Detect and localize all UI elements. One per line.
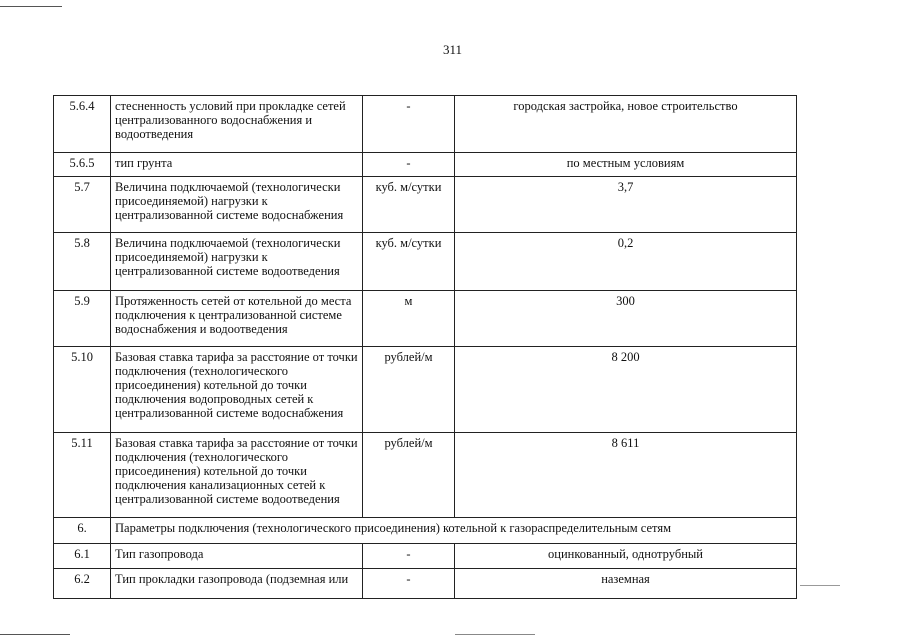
page-number: 311 (442, 42, 463, 57)
unit-cell: - (363, 96, 455, 153)
table-row (54, 233, 797, 291)
value-cell: наземная (455, 569, 797, 599)
parameter-name: Тип газопровода (111, 544, 363, 569)
value-cell: 8 200 (455, 347, 797, 433)
row-number: 6.2 (54, 569, 111, 599)
row-number: 5.9 (54, 291, 111, 347)
parameter-name: стесненность условий при прокладке сетей централизованного водоснабжения и водоотведения (111, 96, 363, 153)
scan-artifact (0, 6, 62, 7)
table-row (54, 96, 797, 153)
scan-artifact (455, 634, 535, 635)
parameter-name: Величина подключаемой (технологически присоединяемой) нагрузки к централизованной системе водоснабжения (111, 177, 363, 233)
value-cell: городская застройка, новое строительство (455, 96, 797, 153)
row-number: 5.8 (54, 233, 111, 291)
scan-artifact (0, 634, 70, 635)
parameter-name: Тип прокладки газопровода (подземная или (111, 569, 363, 599)
unit-cell: рублей/м (363, 433, 455, 518)
unit-cell: куб. м/сутки (363, 177, 455, 233)
unit-cell: м (363, 291, 455, 347)
row-number: 6.1 (54, 544, 111, 569)
value-cell: 0,2 (455, 233, 797, 291)
parameter-name: Величина подключаемой (технологически присоединяемой) нагрузки к централизованной системе водоотведения (111, 233, 363, 291)
row-number: 5.10 (54, 347, 111, 433)
table-row (54, 569, 797, 599)
section-title: Параметры подключения (технологического присоединения) котельной к газораспределительным сетям (111, 518, 797, 544)
scan-artifact (800, 585, 840, 586)
value-cell: 300 (455, 291, 797, 347)
row-number: 6. (54, 518, 111, 544)
table-row (54, 544, 797, 569)
table-row (54, 433, 797, 518)
parameter-name: Базовая ставка тарифа за расстояние от точки подключения (технологического присоединения) котельной до точки подключения водопроводных сетей к централизованной системе водоснабжения (111, 347, 363, 433)
unit-cell: - (363, 153, 455, 177)
row-number: 5.11 (54, 433, 111, 518)
value-cell: по местным условиям (455, 153, 797, 177)
value-cell: 8 611 (455, 433, 797, 518)
row-number: 5.6.5 (54, 153, 111, 177)
unit-cell: - (363, 569, 455, 599)
row-number: 5.7 (54, 177, 111, 233)
specification-table (53, 95, 797, 599)
parameter-name: тип грунта (111, 153, 363, 177)
parameter-name: Базовая ставка тарифа за расстояние от точки подключения (технологического присоединения) котельной до точки подключения канализационных сетей к централизованной системе водоотведения (111, 433, 363, 518)
row-number: 5.6.4 (54, 96, 111, 153)
section-row (54, 518, 797, 544)
table-row (54, 291, 797, 347)
table-row (54, 347, 797, 433)
value-cell: оцинкованный, однотрубный (455, 544, 797, 569)
parameter-name: Протяженность сетей от котельной до места подключения к централизованной системе водоснабжения и водоотведения (111, 291, 363, 347)
unit-cell: рублей/м (363, 347, 455, 433)
table-row (54, 177, 797, 233)
table-row (54, 153, 797, 177)
value-cell: 3,7 (455, 177, 797, 233)
unit-cell: куб. м/сутки (363, 233, 455, 291)
unit-cell: - (363, 544, 455, 569)
